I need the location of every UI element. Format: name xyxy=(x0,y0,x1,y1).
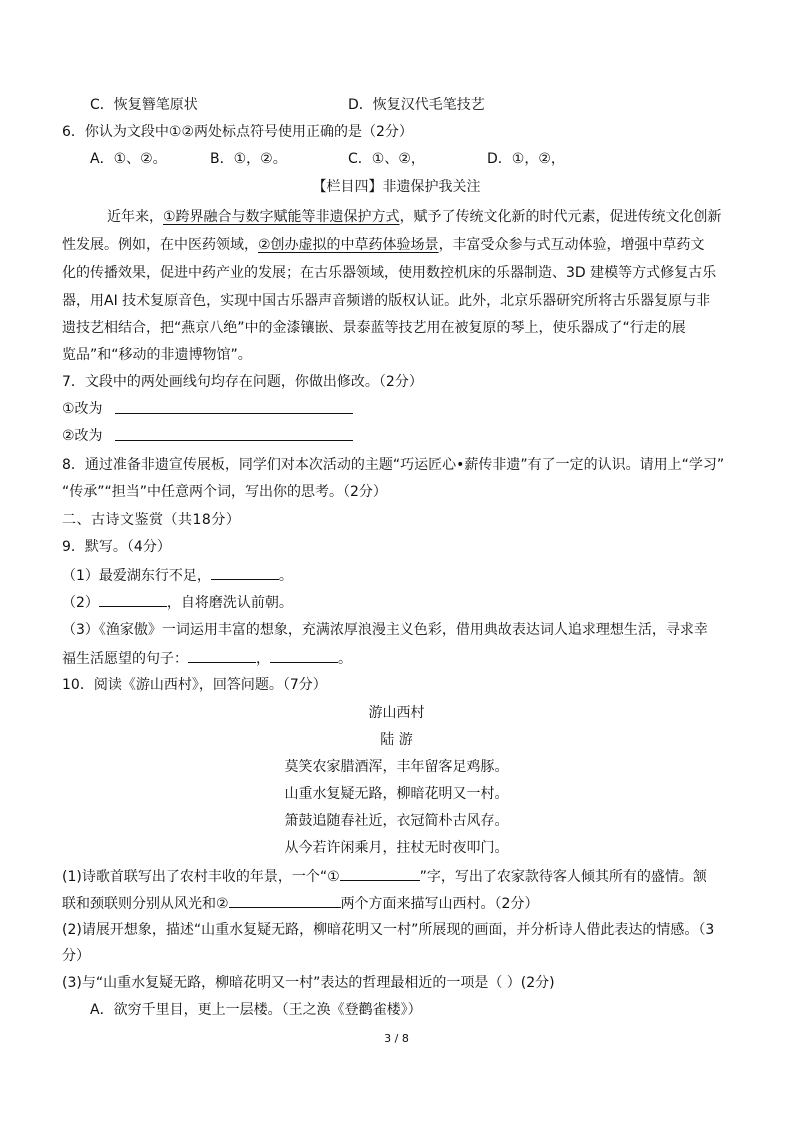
q9-sub1-end: 。 xyxy=(278,568,293,584)
column4-para-line6: 览品”和“移动的非遗博物馆”。 xyxy=(62,347,252,363)
para-text: 近年来， xyxy=(107,209,163,225)
column4-title: 【栏目四】非遗保护我关注 xyxy=(312,179,481,195)
q7-answer-1-line[interactable] xyxy=(115,413,353,414)
para-text: ，赋予了传统文化新的时代元素，促进传统文化创新 xyxy=(399,209,722,225)
q9-sub2-text: （2） xyxy=(62,595,99,611)
q7-answer-2-line[interactable] xyxy=(115,440,353,441)
poem-line: 莫笑农家腊酒浑，丰年留客足鸡豚。 xyxy=(284,759,509,775)
q10-sub1-blank-1[interactable] xyxy=(340,866,420,881)
underlined-sentence-1: ①跨界融合与数字赋能等非遗保护方式 xyxy=(163,209,400,225)
column4-para-line3: 化的传播效果，促进中药产业的发展；在古乐器领域，使用数控机床的乐器制造、3D 建模等方式修复古乐 xyxy=(62,265,717,281)
underlined-sentence-2: ②创办虚拟的中草药体验场景 xyxy=(258,237,439,253)
poem-title: 游山西村 xyxy=(368,705,425,721)
page-number: 3 / 8 xyxy=(384,1032,409,1045)
q6-stem: 6．你认为文段中①②两处标点符号使用正确的是（2分） xyxy=(62,124,413,140)
poem-author: 陆 游 xyxy=(380,732,413,748)
q10-sub1-line1 xyxy=(62,866,707,887)
q10-sub1-line2 xyxy=(62,893,538,914)
poem-line: 山重水复疑无路，柳暗花明又一村。 xyxy=(284,786,509,802)
q9-sub3-line2 xyxy=(62,648,352,669)
q6-option-c: C．①、②， xyxy=(348,151,425,167)
q5-option-c: C．恢复簪笔原状 xyxy=(90,97,198,113)
q8-line2: “传承”“担当”中任意两个词，写出你的思考。（2分） xyxy=(62,484,387,500)
column4-para-line4: 器，用AI 技术复原音色，实现中国古乐器声音频谱的版权认证。此外，北京乐器研究所将古乐器复原与非 xyxy=(62,293,711,309)
section2-heading: 二、古诗文鉴赏（共18分） xyxy=(62,512,241,528)
q10-sub1-blank-2[interactable] xyxy=(229,893,341,908)
q10-sub2-line1: (2)请展开想象，描述“山重水复疑无路，柳暗花明又一村”所展现的画面，并分析诗人借此表达的情感。（3 xyxy=(62,922,715,938)
q9-sub2 xyxy=(62,592,293,613)
q9-sub1 xyxy=(62,565,293,586)
q8-line1: 8．通过准备非遗宣传展板，同学们对本次活动的主题“巧运匠心•薪传非遗”有了一定的认识。请用上“学习” xyxy=(62,457,725,473)
q10-sub1-text-4: 两个方面来描写山西村。（2分） xyxy=(340,896,539,912)
q9-sub2-end: ，自将磨洗认前朝。 xyxy=(166,595,293,611)
q9-sub3-line1: （3）《渔家傲》一词运用丰富的想象，充满浓厚浪漫主义色彩，借用典故表达词人追求理想生活，寻求幸 xyxy=(62,622,708,638)
q10-sub3-stem: (3)与“山重水复疑无路，柳暗花明又一村”表达的哲理最相近的一项是（ ）(2分) xyxy=(62,975,555,991)
q7-stem: 7．文段中的两处画线句均存在问题，你做出修改。（2分） xyxy=(62,374,423,390)
column4-para-line2 xyxy=(62,235,705,255)
q10-sub1-text-3: 联和颈联则分别从风光和② xyxy=(62,896,229,912)
q9-sub1-blank[interactable] xyxy=(211,565,279,580)
q9-sub3-end: 。 xyxy=(338,651,352,667)
poem-line: 箫鼓追随春社近，衣冠简朴古风存。 xyxy=(284,813,509,829)
q9-sub2-blank[interactable] xyxy=(99,592,167,607)
column4-para-line1 xyxy=(107,207,722,227)
q9-sub3-text: 福生活愿望的句子： xyxy=(62,651,188,667)
poem-line: 从今若许闲乘月，拄杖无时夜叩门。 xyxy=(284,840,509,856)
q10-sub1-text-2: ”字，写出了农家款待客人倾其所有的盛情。颔 xyxy=(419,869,707,885)
para-text: 性发展。例如，在中医药领域， xyxy=(62,237,258,253)
q6-option-a: A．①、②。 xyxy=(90,151,167,167)
q9-sub1-text: （1）最爱湖东行不足， xyxy=(62,568,211,584)
q7-answer-1-label: ①改为 xyxy=(62,401,103,417)
para-text: ，丰富受众参与式互动体验，增强中草药文 xyxy=(438,237,705,253)
q7-answer-2-label: ②改为 xyxy=(62,428,103,444)
q10-stem: 10．阅读《游山西村》，回答问题。（7分） xyxy=(62,677,327,693)
q9-sub3-blank-1[interactable] xyxy=(188,648,256,663)
q9-stem: 9．默写。（4分） xyxy=(62,539,171,555)
q5-option-d: D．恢复汉代毛笔技艺 xyxy=(348,97,485,113)
q6-option-d: D．①，②， xyxy=(487,151,565,167)
q9-sub3-blank-2[interactable] xyxy=(270,648,338,663)
q10-sub3-option-a: A．欲穷千里目，更上一层楼。（王之涣《登鹳雀楼》） xyxy=(90,1002,422,1018)
q6-option-b: B．①，②。 xyxy=(210,151,287,167)
q10-sub2-line2: 分） xyxy=(62,948,90,964)
column4-para-line5: 遗技艺相结合，把“燕京八绝”中的金漆镶嵌、景泰蓝等技艺用在被复原的琴上，使乐器成了“行走的展 xyxy=(62,320,686,336)
q10-sub1-text: (1)诗歌首联写出了农村丰收的年景，一个“① xyxy=(62,869,340,885)
q9-sub3-comma: ， xyxy=(256,651,270,667)
